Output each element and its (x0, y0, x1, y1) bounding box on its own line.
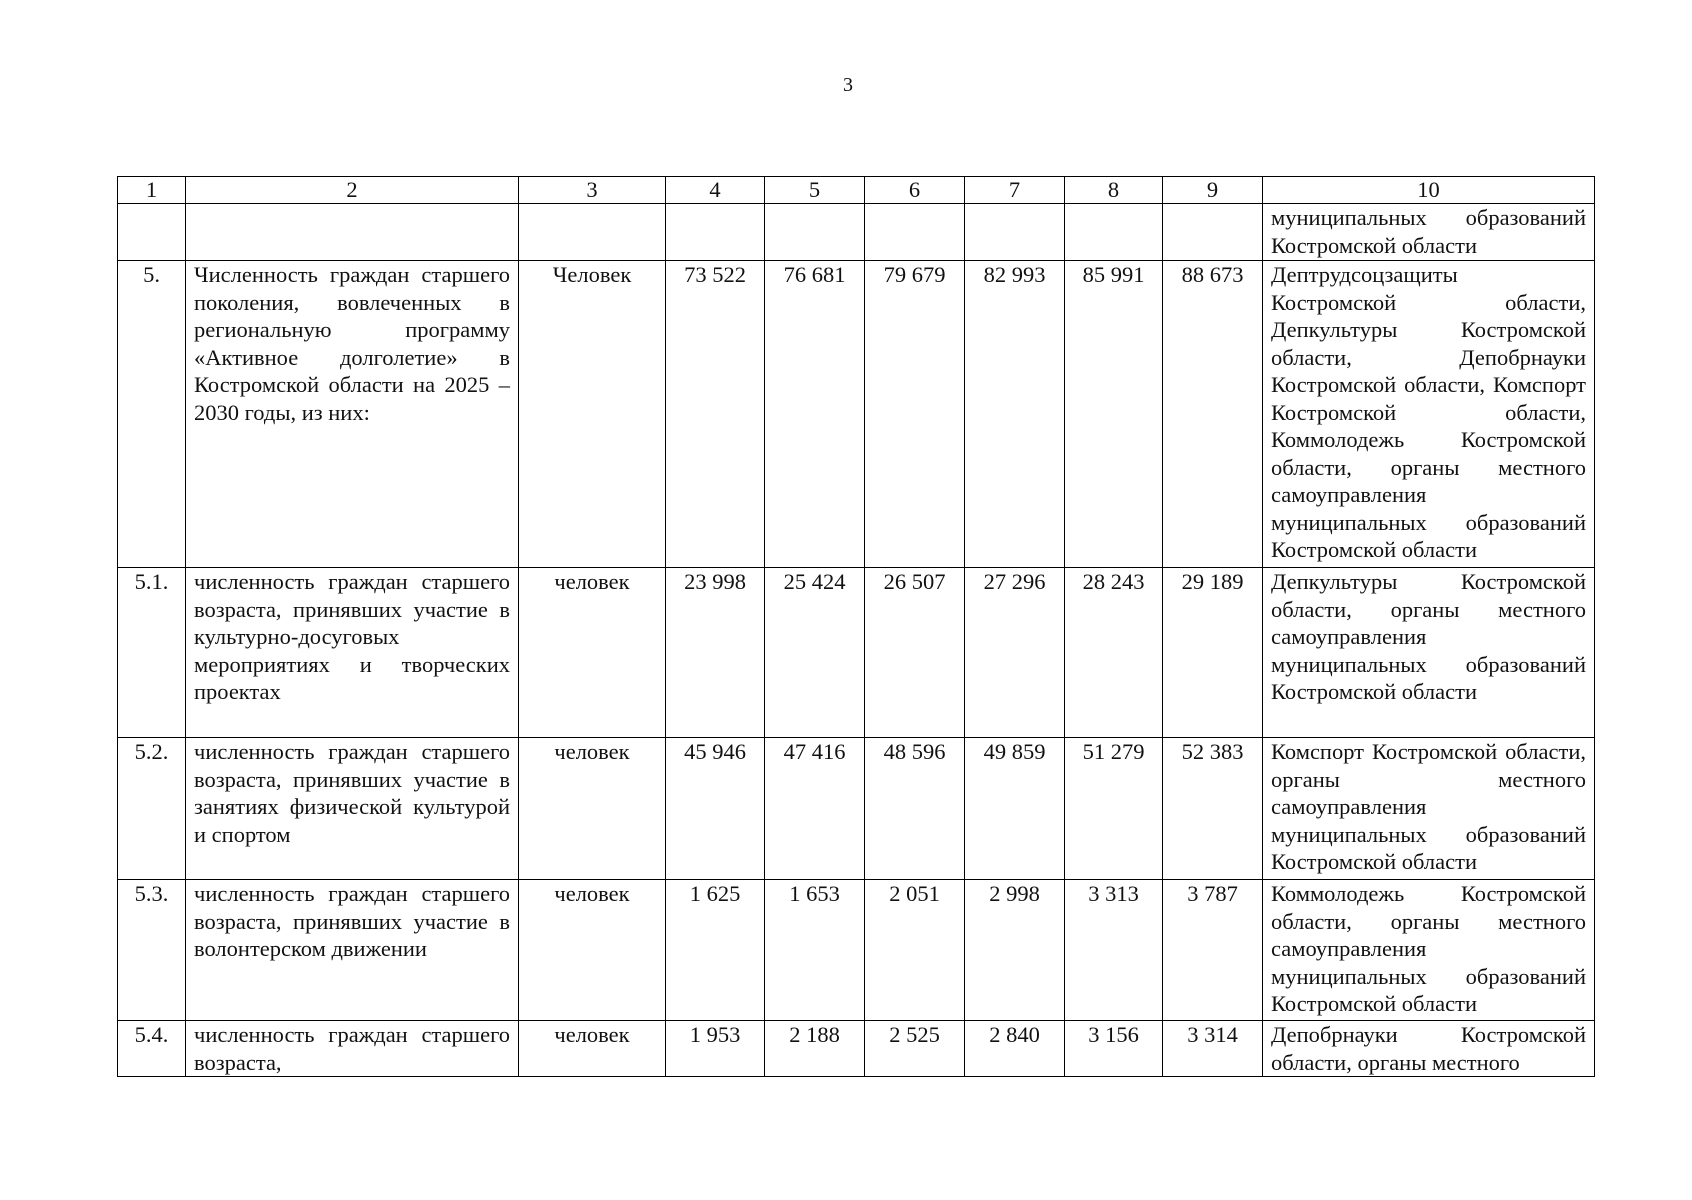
value-cell (865, 204, 965, 261)
column-header: 2 (186, 177, 519, 204)
column-header: 10 (1263, 177, 1595, 204)
value-cell: 76 681 (765, 261, 865, 568)
value-cell (965, 204, 1065, 261)
value-cell (1163, 204, 1263, 261)
value-cell: 29 189 (1163, 568, 1263, 738)
row-number (118, 204, 186, 261)
value-cell: 3 787 (1163, 880, 1263, 1021)
table-row (118, 261, 1595, 568)
responsible-body: Депкультуры Костромской области, органы местного самоуправления муниципальных образований Костромской области (1263, 568, 1595, 738)
indicator-name: численность граждан старшего возраста, принявших участие в занятиях физической культурой и спортом (186, 738, 519, 880)
value-cell: 2 188 (765, 1021, 865, 1077)
unit: Человек (519, 261, 666, 568)
row-number: 5.4. (118, 1021, 186, 1077)
table-row (118, 568, 1595, 738)
value-cell: 52 383 (1163, 738, 1263, 880)
row-number: 5. (118, 261, 186, 568)
value-cell: 2 525 (865, 1021, 965, 1077)
indicators-table (117, 176, 1595, 1077)
value-cell: 26 507 (865, 568, 965, 738)
value-cell: 82 993 (965, 261, 1065, 568)
value-cell: 48 596 (865, 738, 965, 880)
unit (519, 204, 666, 261)
responsible-body: муниципальных образований Костромской области (1263, 204, 1595, 261)
table-row (118, 880, 1595, 1021)
value-cell: 51 279 (1065, 738, 1163, 880)
indicator-name: Численность граждан старшего поколения, вовлеченных в региональную программу «Активное долголетие» в Костромской области на 2025 – 2030 годы, из них: (186, 261, 519, 568)
indicator-name: численность граждан старшего возраста, (186, 1021, 519, 1077)
indicator-name: численность граждан старшего возраста, принявших участие в культурно-досуговых мероприятиях и творческих проектах (186, 568, 519, 738)
unit: человек (519, 738, 666, 880)
value-cell: 27 296 (965, 568, 1065, 738)
column-header: 6 (865, 177, 965, 204)
column-header: 3 (519, 177, 666, 204)
responsible-body: Коммолодежь Костромской области, органы местного самоуправления муниципальных образований Костромской области (1263, 880, 1595, 1021)
responsible-body: Дептрудсоцзащиты Костромской области, Депкультуры Костромской области, Депобрнауки Костромской области, Комспорт Костромской области, Коммолодежь Костромской области, органы местного самоуправления муниципальных образований Костромской области (1263, 261, 1595, 568)
value-cell: 25 424 (765, 568, 865, 738)
value-cell (765, 204, 865, 261)
table-row (118, 738, 1595, 880)
value-cell: 2 840 (965, 1021, 1065, 1077)
responsible-body: Депобрнауки Костромской области, органы местного (1263, 1021, 1595, 1077)
indicator-name (186, 204, 519, 261)
unit: человек (519, 1021, 666, 1077)
column-header: 4 (666, 177, 765, 204)
continuation-row (118, 204, 1595, 261)
value-cell: 73 522 (666, 261, 765, 568)
row-number: 5.3. (118, 880, 186, 1021)
value-cell: 2 998 (965, 880, 1065, 1021)
value-cell: 1 653 (765, 880, 865, 1021)
unit: человек (519, 568, 666, 738)
value-cell (1065, 204, 1163, 261)
value-cell: 47 416 (765, 738, 865, 880)
value-cell: 88 673 (1163, 261, 1263, 568)
value-cell: 45 946 (666, 738, 765, 880)
value-cell: 1 953 (666, 1021, 765, 1077)
value-cell: 2 051 (865, 880, 965, 1021)
column-number-row (118, 177, 1595, 204)
indicator-name: численность граждан старшего возраста, принявших участие в волонтерском движении (186, 880, 519, 1021)
row-number: 5.2. (118, 738, 186, 880)
unit: человек (519, 880, 666, 1021)
value-cell: 3 313 (1065, 880, 1163, 1021)
value-cell: 79 679 (865, 261, 965, 568)
responsible-body: Комспорт Костромской области, органы местного самоуправления муниципальных образований Костромской области (1263, 738, 1595, 880)
column-header: 5 (765, 177, 865, 204)
value-cell: 1 625 (666, 880, 765, 1021)
row-number: 5.1. (118, 568, 186, 738)
value-cell: 49 859 (965, 738, 1065, 880)
column-header: 7 (965, 177, 1065, 204)
value-cell: 28 243 (1065, 568, 1163, 738)
value-cell (666, 204, 765, 261)
page-number: 3 (843, 74, 853, 96)
value-cell: 23 998 (666, 568, 765, 738)
column-header: 8 (1065, 177, 1163, 204)
column-header: 1 (118, 177, 186, 204)
column-header: 9 (1163, 177, 1263, 204)
value-cell: 85 991 (1065, 261, 1163, 568)
table-row (118, 1021, 1595, 1077)
value-cell: 3 156 (1065, 1021, 1163, 1077)
value-cell: 3 314 (1163, 1021, 1263, 1077)
